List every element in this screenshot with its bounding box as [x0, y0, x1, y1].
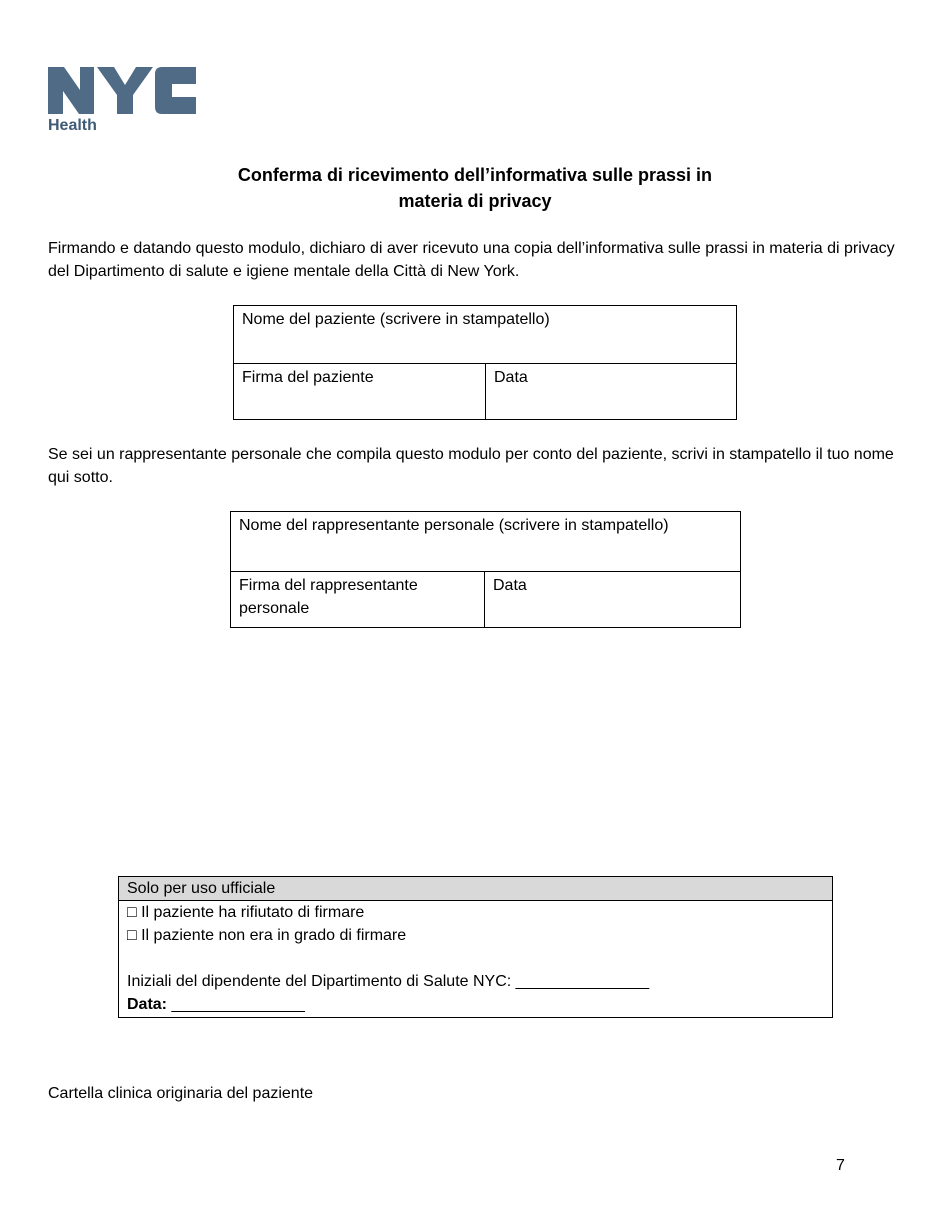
title-line-2: materia di privacy	[398, 191, 552, 211]
representative-name-field[interactable]: Nome del rappresentante personale (scrivere in stampatello)	[231, 512, 741, 572]
title-line-1: Conferma di ricevimento dell’informativa sulle prassi in	[237, 165, 713, 185]
representative-signature-field[interactable]: Firma del rappresentante personale	[231, 572, 485, 628]
official-date-field[interactable]	[127, 993, 824, 1016]
patient-signature-field[interactable]: Firma del paziente	[234, 364, 486, 420]
patient-name-field[interactable]: Nome del paziente (scrivere in stampatello)	[234, 306, 737, 364]
footer-note: Cartella clinica originaria del paziente	[48, 1085, 314, 1102]
employee-initials-field[interactable]: Iniziali del dipendente del Dipartimento di Salute NYC: _______________	[127, 973, 650, 990]
unable-checkbox[interactable]: □ Il paziente non era in grado di firmare	[127, 927, 407, 944]
intro-paragraph: Firmando e datando questo modulo, dichiaro di aver ricevuto una copia dell’informativa sulle prassi in materia di privacy del Dipartimento di salute e igiene mentale della Città di New York.	[48, 240, 895, 280]
representative-signature-table	[230, 511, 741, 628]
official-use-header: Solo per uso ufficiale	[119, 877, 832, 901]
official-date-label: Data:	[127, 996, 168, 1013]
logo-subtitle: Health	[48, 117, 97, 134]
representative-date-field[interactable]: Data	[485, 572, 741, 628]
page-number: 7	[836, 1157, 845, 1174]
page-title	[0, 162, 950, 214]
patient-signature-table	[233, 305, 737, 420]
nyc-health-logo	[48, 64, 200, 138]
nyc-logo-icon	[48, 64, 200, 116]
patient-date-field[interactable]: Data	[486, 364, 737, 420]
official-date-blank: _______________	[167, 996, 305, 1013]
representative-intro: Se sei un rappresentante personale che compila questo modulo per conto del paziente, scrivi in stampatello il tuo nome qui sotto.	[48, 446, 894, 486]
refused-checkbox[interactable]: □ Il paziente ha rifiutato di firmare	[127, 904, 365, 921]
official-use-box	[118, 876, 833, 1018]
